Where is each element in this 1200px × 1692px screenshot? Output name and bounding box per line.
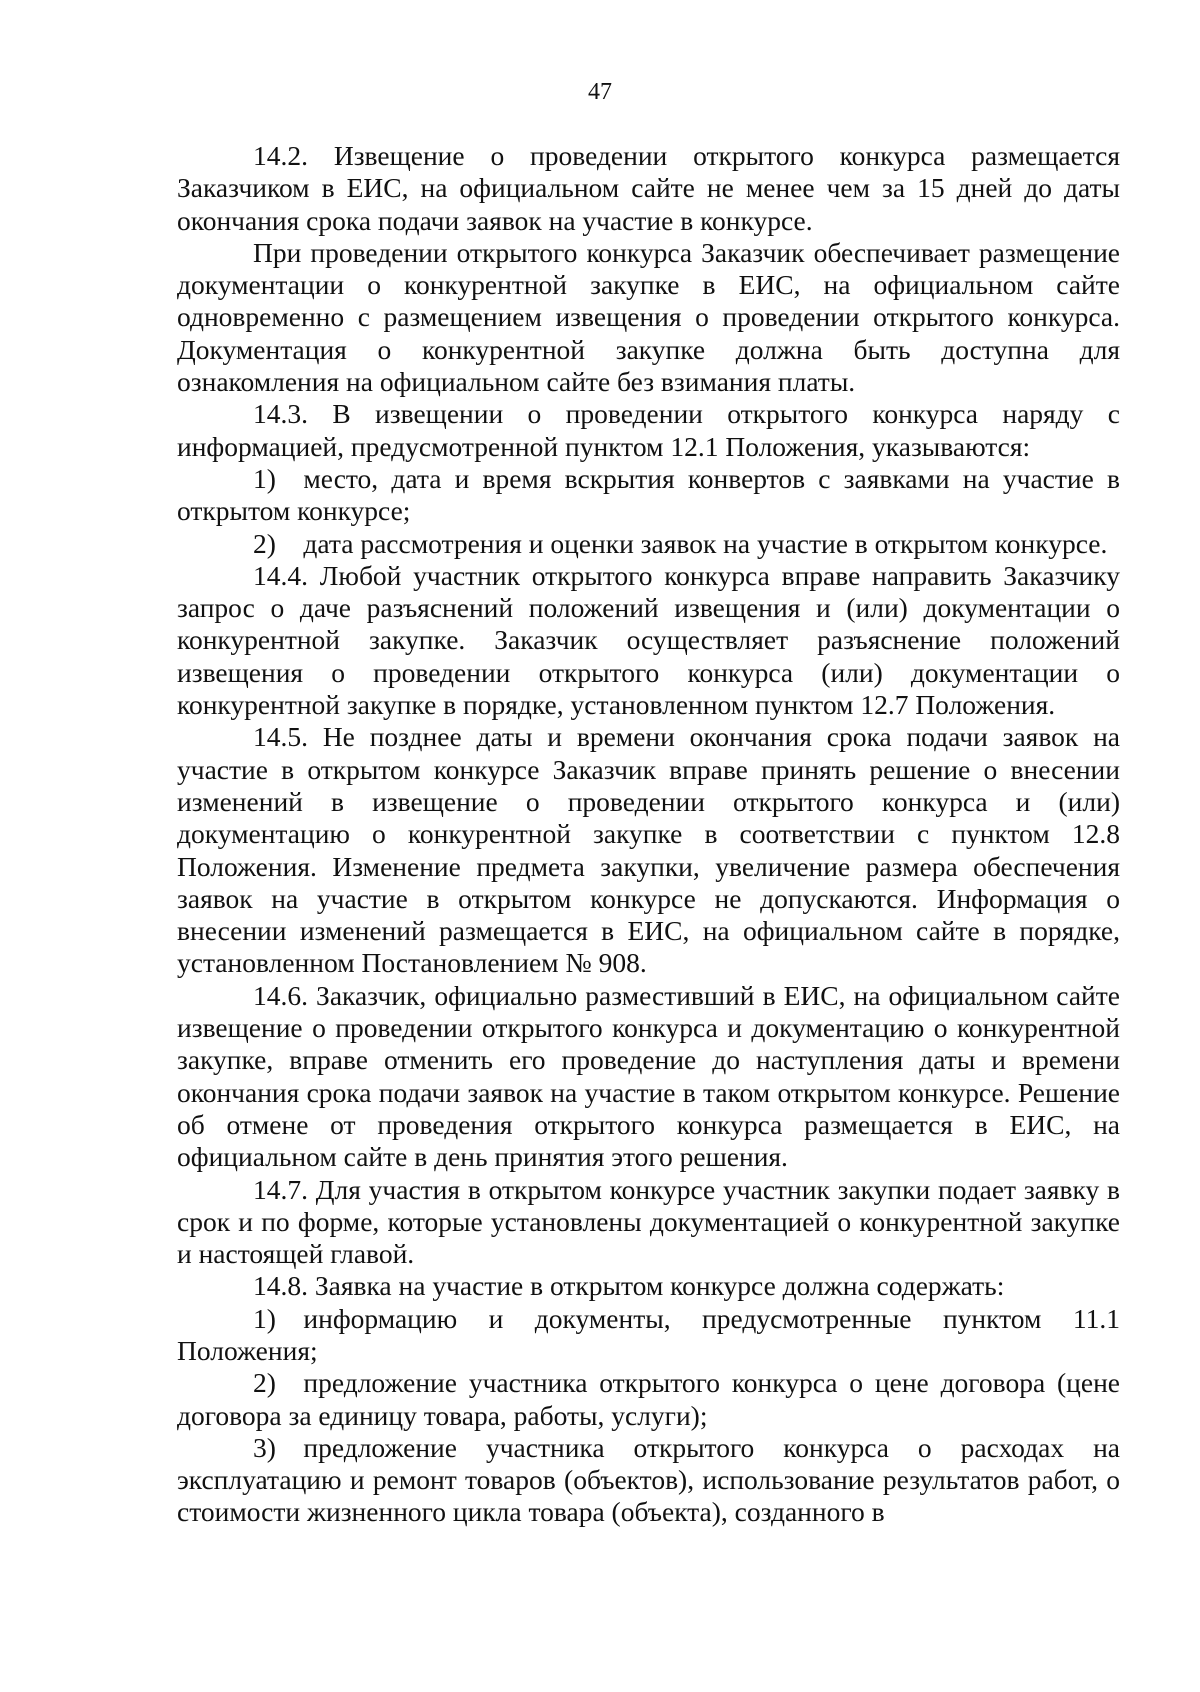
paragraph-14-5: 14.5. Не позднее даты и времени окончания срока подачи заявок на участие в открытом конкурсе Заказчик вправе принять решение о внесении изменений в извещение о проведении открытого конкурса и (или) документацию о конкурентной закупке в соответствии с пунктом 12.8 Положения. Изменение предмета закупки, увеличение размера обеспечения заявок на участие в открытом конкурсе не допускаются. Информация о внесении изменений размещается в ЕИС, на официальном сайте в порядке, установленном Постановлением № 908. — [177, 721, 1120, 979]
list-item-14-8-3: 3) предложение участника открытого конкурса о расходах на эксплуатацию и ремонт товаров (объектов), использование результатов работ, о стоимости жизненного цикла товара (объекта), созданного в — [177, 1431, 1120, 1528]
document-body — [177, 140, 1120, 1529]
page-number: 47 — [588, 79, 612, 105]
paragraph-14-8: 14.8. Заявка на участие в открытом конкурсе должна содержать: — [253, 1270, 1005, 1302]
list-item-14-3-1: 1) место, дата и время вскрытия конвертов с заявками на участие в открытом конкурсе; — [177, 462, 1120, 527]
paragraph-14-7: 14.7. Для участия в открытом конкурсе участник закупки подает заявку в срок и по форме, которые установлены документацией о конкурентной закупке и настоящей главой. — [177, 1173, 1120, 1270]
paragraph-14-2: 14.2. Извещение о проведении открытого конкурса размещается Заказчиком в ЕИС, на официальном сайте не менее чем за 15 дней до даты окончания срока подачи заявок на участие в конкурсе. — [177, 140, 1120, 236]
paragraph-14-6: 14.6. Заказчик, официально разместивший в ЕИС, на официальном сайте извещение о проведении открытого конкурса и документацию о конкурентной закупке, вправе отменить его проведение до наступления даты и времени окончания срока подачи заявок на участие в таком открытом конкурсе. Решение об отмене от проведения открытого конкурса размещается в ЕИС, на официальном сайте в день принятия этого решения. — [177, 979, 1120, 1173]
list-item-14-3-2: 2) дата рассмотрения и оценки заявок на участие в открытом конкурсе. — [253, 527, 1108, 559]
paragraph-14-4: 14.4. Любой участник открытого конкурса вправе направить Заказчику запрос о даче разъяснений положений извещения и (или) документации о конкурентной закупке. Заказчик осуществляет разъяснение положений извещения о проведении открытого конкурса (или) документации о конкурентной закупке в порядке, установленном пунктом 12.7 Положения. — [177, 559, 1120, 721]
list-item-14-8-2: 2) предложение участника открытого конкурса о цене договора (цене договора за единицу товара, работы, услуги); — [177, 1367, 1120, 1431]
paragraph-14-2-documentation: При проведении открытого конкурса Заказчик обеспечивает размещение документации о конкурентной закупке в ЕИС, на официальном сайте одновременно с размещением извещения о проведении открытого конкурса. Документация о конкурентной закупке должна быть доступна для ознакомления на официальном сайте без взимания платы. — [177, 236, 1120, 398]
paragraph-14-3: 14.3. В извещении о проведении открытого конкурса наряду с информацией, предусмотренной пунктом 12.1 Положения, указываются: — [177, 398, 1120, 462]
list-item-14-8-1: 1) информацию и документы, предусмотренные пунктом 11.1 Положения; — [177, 1302, 1120, 1366]
